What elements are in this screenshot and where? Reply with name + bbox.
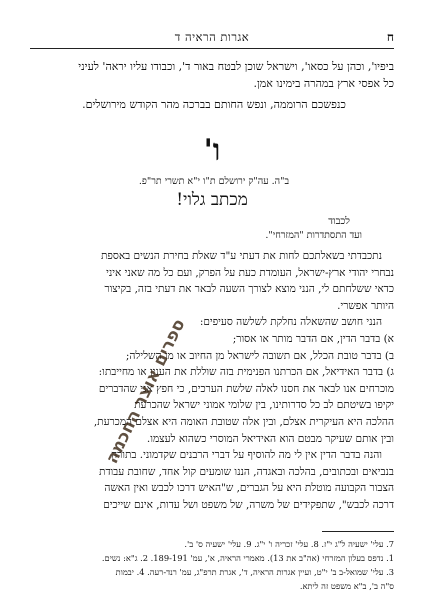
body-line: נבחרי יהודי ארץ-ישראל, העומדת כעת על הפרק, ועם כל מה שאני איני <box>106 266 394 279</box>
body-line: נתכבדתי בשאלתכם לחות את דעתי ע"ד שאלת בחירת הנשים באספת <box>100 250 382 262</box>
body-line: ב) בדבר טובת הכלל, אם תשובה לישראל מן החיוב או מן השלילה; <box>125 349 394 362</box>
page-number: ח <box>386 30 394 44</box>
addressee-line: לכבוד <box>328 216 350 227</box>
body-line: א) בדבר הדין, אם הדבר מותר או אסור; <box>232 332 394 345</box>
body-line: דרכה לכבש", שתפקידים של משרה, של משפט ושל עדות, אינם שייכים <box>103 498 394 511</box>
footnote-line: 3. עלי' שמואל-ב ב' י"ט, ועיין אגרות הראיה, ד', אגרת תרפ"ג, עמ' רנד-רעה. 4. יבמות <box>115 567 394 577</box>
body-line: מוכרחים אנו לבאר את חסנו לאלה שלשת הערכים, כי חפץ אני שהדברים <box>98 382 394 395</box>
body-line: והנה בדבר הדין אין לי מה להוסיף על דברי הרבנים שקדמוני. בתורה <box>111 449 382 462</box>
body-line: ההלכה היא העיקרית אצלם, ובין אלה שטובת האומה היא אצלם המכרעת, <box>93 415 394 428</box>
watermark-stamp: ספרים אוצר החכמה <box>102 316 190 467</box>
body-line: הנני חושב שהשאלה נחלקת לשלשה סעיפים: <box>199 316 382 329</box>
letter-dateline: ב"ה. עה"ק ירושלם ת"ו י"א תשרי תר"פ. <box>138 176 290 187</box>
continued-line: ביפיו', וכהן על כסאו', וישראל שוכן לבטח באור ד', וכבודו עליו יראה' לעיני <box>78 60 394 73</box>
footnote-separator <box>322 531 394 532</box>
body-line: יקיפו בשיטתם לב כל סדרותינו, בין שלומי אמוני ישראל שהכרעת <box>134 399 394 412</box>
letter-title: מכתב גלוי! <box>176 190 248 210</box>
continued-text <box>34 58 394 92</box>
body-line: ג) בדבר האידיאל, אם הכרתנו הפנימית בזה שוללת את הענין או מחייבתו: <box>98 366 394 379</box>
letter-body <box>34 248 394 514</box>
body-line: היותר אפשרי. <box>337 299 394 312</box>
letter-number: ו' <box>203 133 221 168</box>
body-line: כדאי ששלחתם לי, הנני מוצא לצורך השעה לבאר את דעתי בזה, בקיצור <box>104 283 394 296</box>
running-header <box>30 30 394 49</box>
footnotes <box>34 537 394 593</box>
body-line: ובין אותם שעיקר מבטם הוא האידיאל המוסרי כשהוא לעצמו. <box>146 432 394 445</box>
footnote-line: 1. נדפס בעלון המזרחי (אה"ב את 13). מאמרי הראיה, א', עמ' 189-191. 2. ג"א: נשים. <box>101 553 394 563</box>
body-line: הצבור הקבועה מוטלת היא על הגברים, ש"האיש דרכו לכבש ואין האשה <box>104 482 394 495</box>
body-line: בנביאים ובכתובים, בהלכה ובאגדה, הננו שומעים קול אחד, שחובת עבודת <box>99 465 394 478</box>
footnote-line: 7. עלי' ישעיה ל"ג י"ז. 8. עלי' זכריה ו' י"ג. 9. עלי' ישעיה ס' ב'. <box>184 539 394 549</box>
footnote-line: ס"ה ב', ב"א משפט זה ליתא. <box>299 581 394 591</box>
addressee-line: ועד התסתדרות "המזרחי". <box>265 230 362 241</box>
closing-signature: כנפשכם הרוממה, ונפש החותם בברכה מהר הקודש מירושלים. <box>82 98 346 111</box>
continued-line: כל אפסי ארץ במהרה בימינו אמן. <box>253 77 394 90</box>
running-title: אגרות הראיה ד <box>174 30 250 44</box>
